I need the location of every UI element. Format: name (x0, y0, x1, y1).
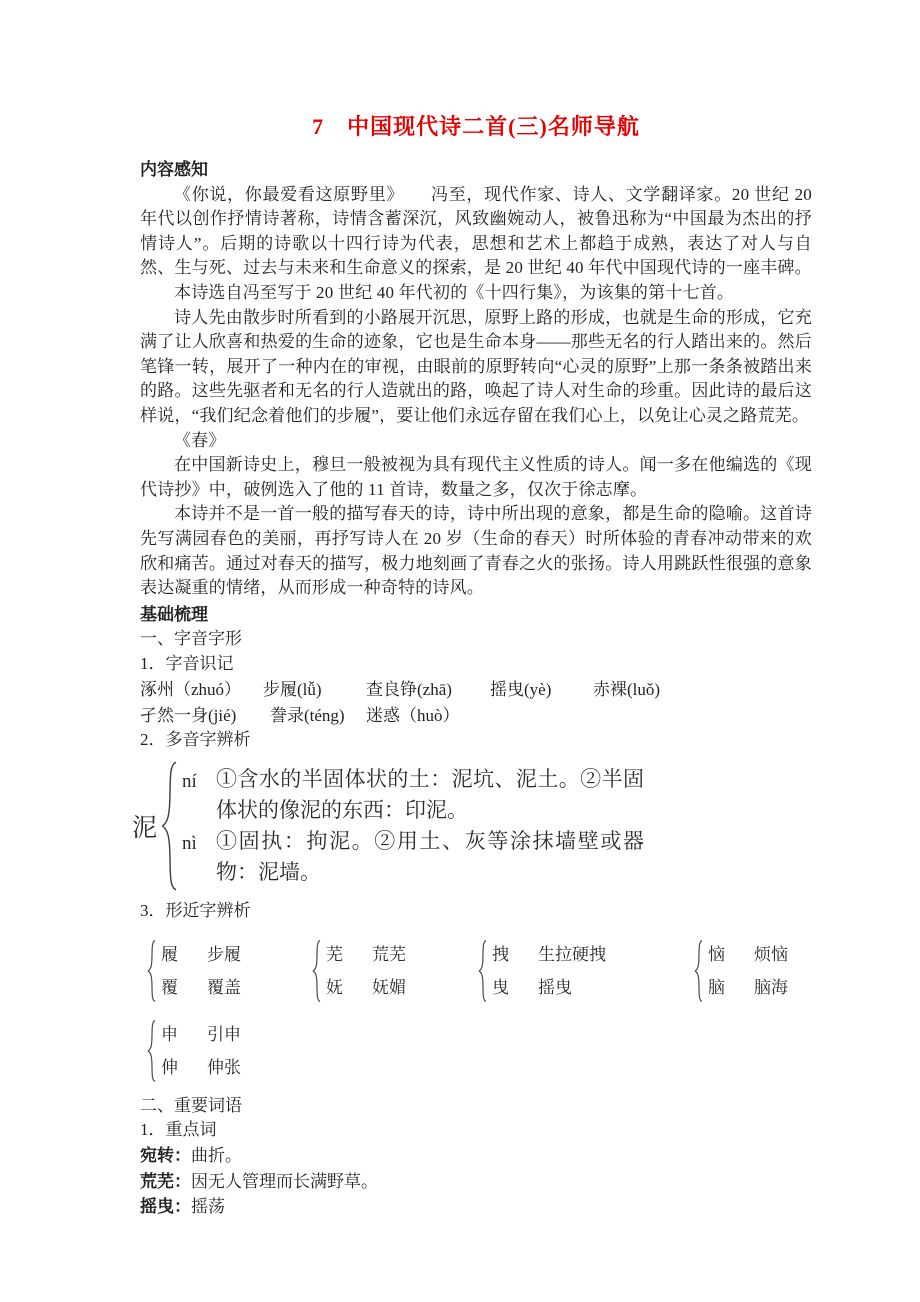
xingjinzi-word: 摇曳 (538, 977, 572, 997)
duoyinzi-entries (182, 764, 644, 888)
duoyinzi-character: 泥 (132, 815, 158, 843)
definition-term: 宛转： (140, 1145, 191, 1165)
brace-icon (147, 1020, 156, 1082)
xingjinzi-word: 覆盖 (207, 977, 241, 997)
brace-icon (147, 940, 156, 1002)
pinyin-row-2 (140, 703, 812, 728)
definition-term: 荒芜： (140, 1171, 191, 1191)
xingjinzi-char: 覆 (161, 977, 178, 997)
item-zhongdianci: 1．重点词 (140, 1120, 217, 1140)
paragraph-source: 本诗选自冯至写于 20 世纪 40 年代初的《十四行集》，为该集的第十七首。 (174, 282, 735, 302)
pinyin-item: 迷惑（huò） (366, 706, 460, 726)
xingjinzi-group (478, 938, 694, 1004)
definition-line (140, 1169, 812, 1195)
xingjinzi-group (147, 938, 312, 1004)
xingjinzi-char: 曳 (492, 977, 509, 997)
duoyinzi-diagram (132, 761, 812, 891)
paragraph-chun-title: 《春》 (174, 430, 226, 450)
xingjinzi-char: 伸 (161, 1057, 178, 1077)
xingjinzi-word: 荒芜 (372, 944, 406, 964)
xingjinzi-group (147, 1018, 241, 1084)
paragraph-analysis: 诗人先由散步时所看到的小路展开沉思，原野上路的形成，也就是生命的形成，它充满了让人欣喜和热爱的生命的迹象，它也是生命本身——那些无名的行人踏出来的。然后笔锋一转，展开了一种内在的审视，由眼前的原野转向“心灵的原野”上那一条条被踏出来的路。这些先驱者和无名的行人造就出的路，唤起了诗人对生命的珍重。因此诗的最后这样说，“我们纪念着他们的步履”，要让他们永远存留在我们心上，以免让心灵之路荒芜。 (140, 307, 812, 425)
xingjinzi-row-2 (147, 1018, 812, 1084)
paragraph-mudan: 在中国新诗史上，穆旦一般被视为具有现代主义性质的诗人。闻一多在他编选的《现代诗抄》中，破例选入了他的 11 首诗，数量之多，仅次于徐志摩。 (140, 455, 812, 499)
xingjinzi-char: 履 (161, 944, 178, 964)
subsection-ziyin-zixing: 一、字音字形 (140, 629, 242, 649)
xingjinzi-word: 妩媚 (372, 977, 406, 997)
pinyin-item: 查良铮(zhā) (366, 680, 452, 700)
definition-line (140, 1143, 812, 1169)
pinyin-item: 孑然一身(jié) (140, 706, 237, 726)
xingjinzi-char: 申 (161, 1024, 178, 1044)
definition-text: 因无人管理而长满野草。 (191, 1171, 378, 1191)
duoyinzi-entry (182, 826, 644, 888)
duoyinzi-entry (182, 764, 644, 826)
definition-text: 曲折。 (191, 1145, 242, 1165)
xingjinzi-row-1 (147, 938, 812, 1004)
definition-line (140, 1194, 812, 1220)
paragraph-intro-nishuo: 《你说，你最爱看这原野里》 冯至，现代作家、诗人、文学翻译家。20 世纪 20 年代以创作抒情诗著称，诗情含蓄深沉，风致幽婉动人，被鲁迅称为“中国最为杰出的抒情诗人”。后期的诗歌以十四行诗为代表，思想和艺术上都趋于成熟，表达了对人与自然、生与死、过去与未来和生命意义的探索，是 20 世纪 40 年代中国现代诗的一座丰碑。 (140, 184, 812, 278)
xingjinzi-char: 芜 (326, 944, 343, 964)
pinyin-item: 誊录(téng) (270, 706, 345, 726)
duoyinzi-definition: ①固执：拘泥。②用土、灰等涂抹墙壁或器物：泥墙。 (216, 829, 645, 885)
xingjinzi-word: 烦恼 (754, 944, 788, 964)
duoyinzi-pinyin: ní (182, 771, 197, 793)
pinyin-item: 摇曳(yè) (490, 680, 552, 700)
page-title: 7 中国现代诗二首(三)名师导航 (312, 114, 640, 139)
brace-icon (694, 940, 703, 1002)
xingjinzi-char: 脑 (708, 977, 725, 997)
brace-icon (160, 761, 178, 891)
pinyin-row-1 (140, 677, 812, 702)
brace-icon (478, 940, 487, 1002)
pinyin-item: 步履(lǚ) (263, 680, 322, 700)
paragraph-chun-analysis: 本诗并不是一首一般的描写春天的诗，诗中所出现的意象，都是生命的隐喻。这首诗先写满园春色的美丽，再抒写诗人在 20 岁（生命的春天）时所体验的青春冲动带来的欢欣和痛苦。通过对春天的描写，极力地刻画了青春之火的张扬。诗人用跳跃性很强的意象表达凝重的情绪，从而形成一种奇特的诗风。 (140, 504, 812, 598)
xingjinzi-word: 伸张 (207, 1057, 241, 1077)
xingjinzi-group (694, 938, 788, 1004)
brace-icon (312, 940, 321, 1002)
xingjinzi-word: 生拉硬拽 (538, 944, 606, 964)
item-xingjinzi: 3．形近字辨析 (140, 901, 251, 921)
definition-text: 摇荡 (191, 1197, 225, 1217)
subsection-zhongyao-ciyu: 二、重要词语 (140, 1095, 242, 1115)
duoyinzi-pinyin: nì (182, 833, 197, 855)
xingjinzi-group (312, 938, 478, 1004)
pinyin-item: 涿州（zhuó） (140, 680, 242, 700)
xingjinzi-char: 拽 (492, 944, 509, 964)
item-ziyin-shiji: 1．字音识记 (140, 653, 234, 673)
basics-section-heading: 基础梳理 (140, 604, 208, 624)
xingjinzi-char: 妩 (326, 977, 343, 997)
pinyin-item: 赤裸(luǒ) (593, 680, 661, 700)
xingjinzi-word: 脑海 (754, 977, 788, 997)
definition-term: 摇曳： (140, 1197, 191, 1217)
xingjinzi-word: 引申 (207, 1024, 241, 1044)
duoyinzi-definition: ①含水的半固体状的土：泥坑、泥土。②半固体状的像泥的东西：印泥。 (216, 767, 645, 823)
xingjinzi-char: 恼 (708, 944, 725, 964)
item-duoyinzi: 2．多音字辨析 (140, 730, 251, 750)
content-section-heading: 内容感知 (140, 160, 208, 179)
xingjinzi-word: 步履 (207, 944, 241, 964)
